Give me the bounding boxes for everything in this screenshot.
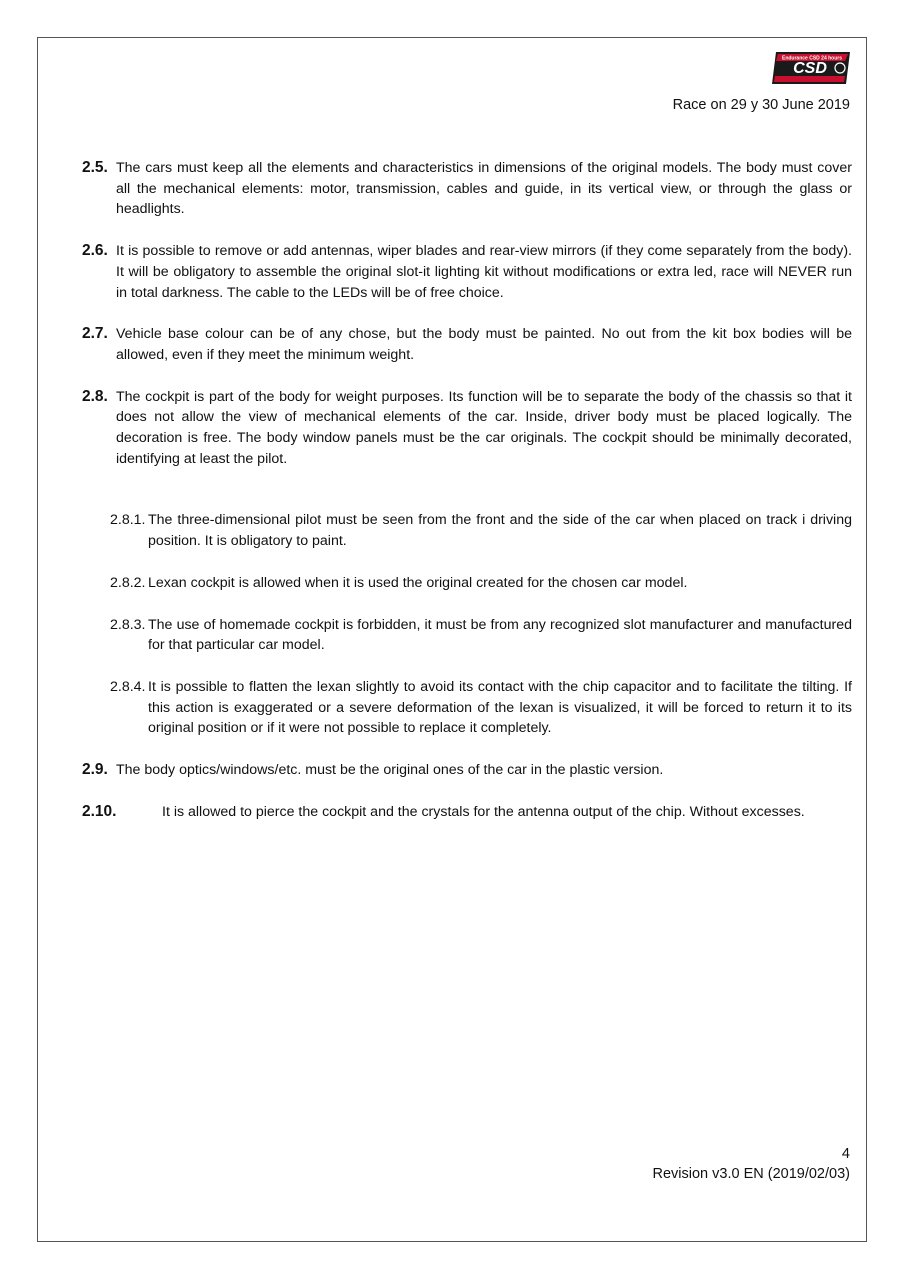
sub-rule-text: The three-dimensional pilot must be seen from the front and the side of the car when placed on track i driving position. It is obligatory to paint. xyxy=(148,512,852,550)
rule-item xyxy=(82,802,852,823)
rule-number: 2.7. xyxy=(82,325,108,343)
logo-subtext: Endurance CSD 24 hours xyxy=(781,55,843,62)
sub-rule-text: The use of homemade cockpit is forbidden, it must be from any recognized slot manufacturer and manufactured for that particular car model. xyxy=(148,616,852,654)
page-number: 4 xyxy=(841,1146,850,1162)
csd-logo xyxy=(770,50,852,86)
sub-rule-number: 2.8.4. xyxy=(110,678,146,695)
sub-rule-item xyxy=(82,510,852,551)
logo-text: CSD xyxy=(793,60,827,77)
rule-item xyxy=(82,324,852,365)
sub-rule-text: Lexan cockpit is allowed when it is used the original created for the chosen car model. xyxy=(148,574,688,591)
sub-rule-text: It is possible to flatten the lexan slightly to avoid its contact with the chip capacitor and to facilitate the tilting. If this action is exaggerated or a severe deformation of the lexan is visualized, it will be forced to return it to its original position or if it were not possible to replace it completely. xyxy=(148,678,852,737)
rule-number: 2.5. xyxy=(82,159,108,176)
sub-rule-item xyxy=(82,573,852,594)
rule-text: It is possible to remove or add antennas, wiper blades and rear-view mirrors (if they come separately from the body). It will be obligatory to assemble the original slot-it lighting kit without modifications or extra led, race will NEVER run in total darkness. The cable to the LEDs will be of free choice. xyxy=(116,243,852,301)
rule-text: The body optics/windows/etc. must be the original ones of the car in the plastic version. xyxy=(116,762,664,779)
sub-rule-item xyxy=(82,615,852,656)
rule-number: 2.6. xyxy=(82,242,108,260)
sub-rule-number: 2.8.2. xyxy=(110,574,146,591)
rule-item xyxy=(82,760,852,781)
sub-rule-item xyxy=(82,677,852,739)
sub-rule-number: 2.8.1. xyxy=(110,512,146,529)
rule-text: Vehicle base colour can be of any chose, but the body must be painted. No out from the kit box bodies will be allowed, even if they meet the minimum weight. xyxy=(116,326,852,363)
csd-logo-graphic xyxy=(770,50,852,86)
rule-number: 2.8. xyxy=(82,387,108,405)
revision-label: Revision v3.0 EN (2019/02/03) xyxy=(652,1166,850,1182)
race-date: Race on 29 y 30 June 2019 xyxy=(672,97,850,113)
rules-content xyxy=(82,158,852,843)
rule-item xyxy=(82,241,852,303)
rule-number: 2.10. xyxy=(82,802,117,820)
rule-text: The cockpit is part of the body for weight purposes. Its function will be to separate the body of the chassis so that it does not allow the view of mechanical elements of the car. Inside, driver body must be placed logically. The decoration is free. The body window panels must be the car originals. The cockpit should be minimally decorated, identifying at least the pilot. xyxy=(116,388,852,467)
spacer xyxy=(82,490,852,510)
rule-number: 2.9. xyxy=(82,761,108,779)
rule-text: It is allowed to pierce the cockpit and the crystals for the antenna output of the chip. Without excesses. xyxy=(162,803,805,820)
rule-item xyxy=(82,387,852,470)
sub-rule-number: 2.8.3. xyxy=(110,616,146,633)
rule-text: The cars must keep all the elements and characteristics in dimensions of the original models. The body must cover all the mechanical elements: motor, transmission, cables and guide, in its vertical view, or through the glass or headlights. xyxy=(116,160,852,218)
rule-item xyxy=(82,158,852,220)
